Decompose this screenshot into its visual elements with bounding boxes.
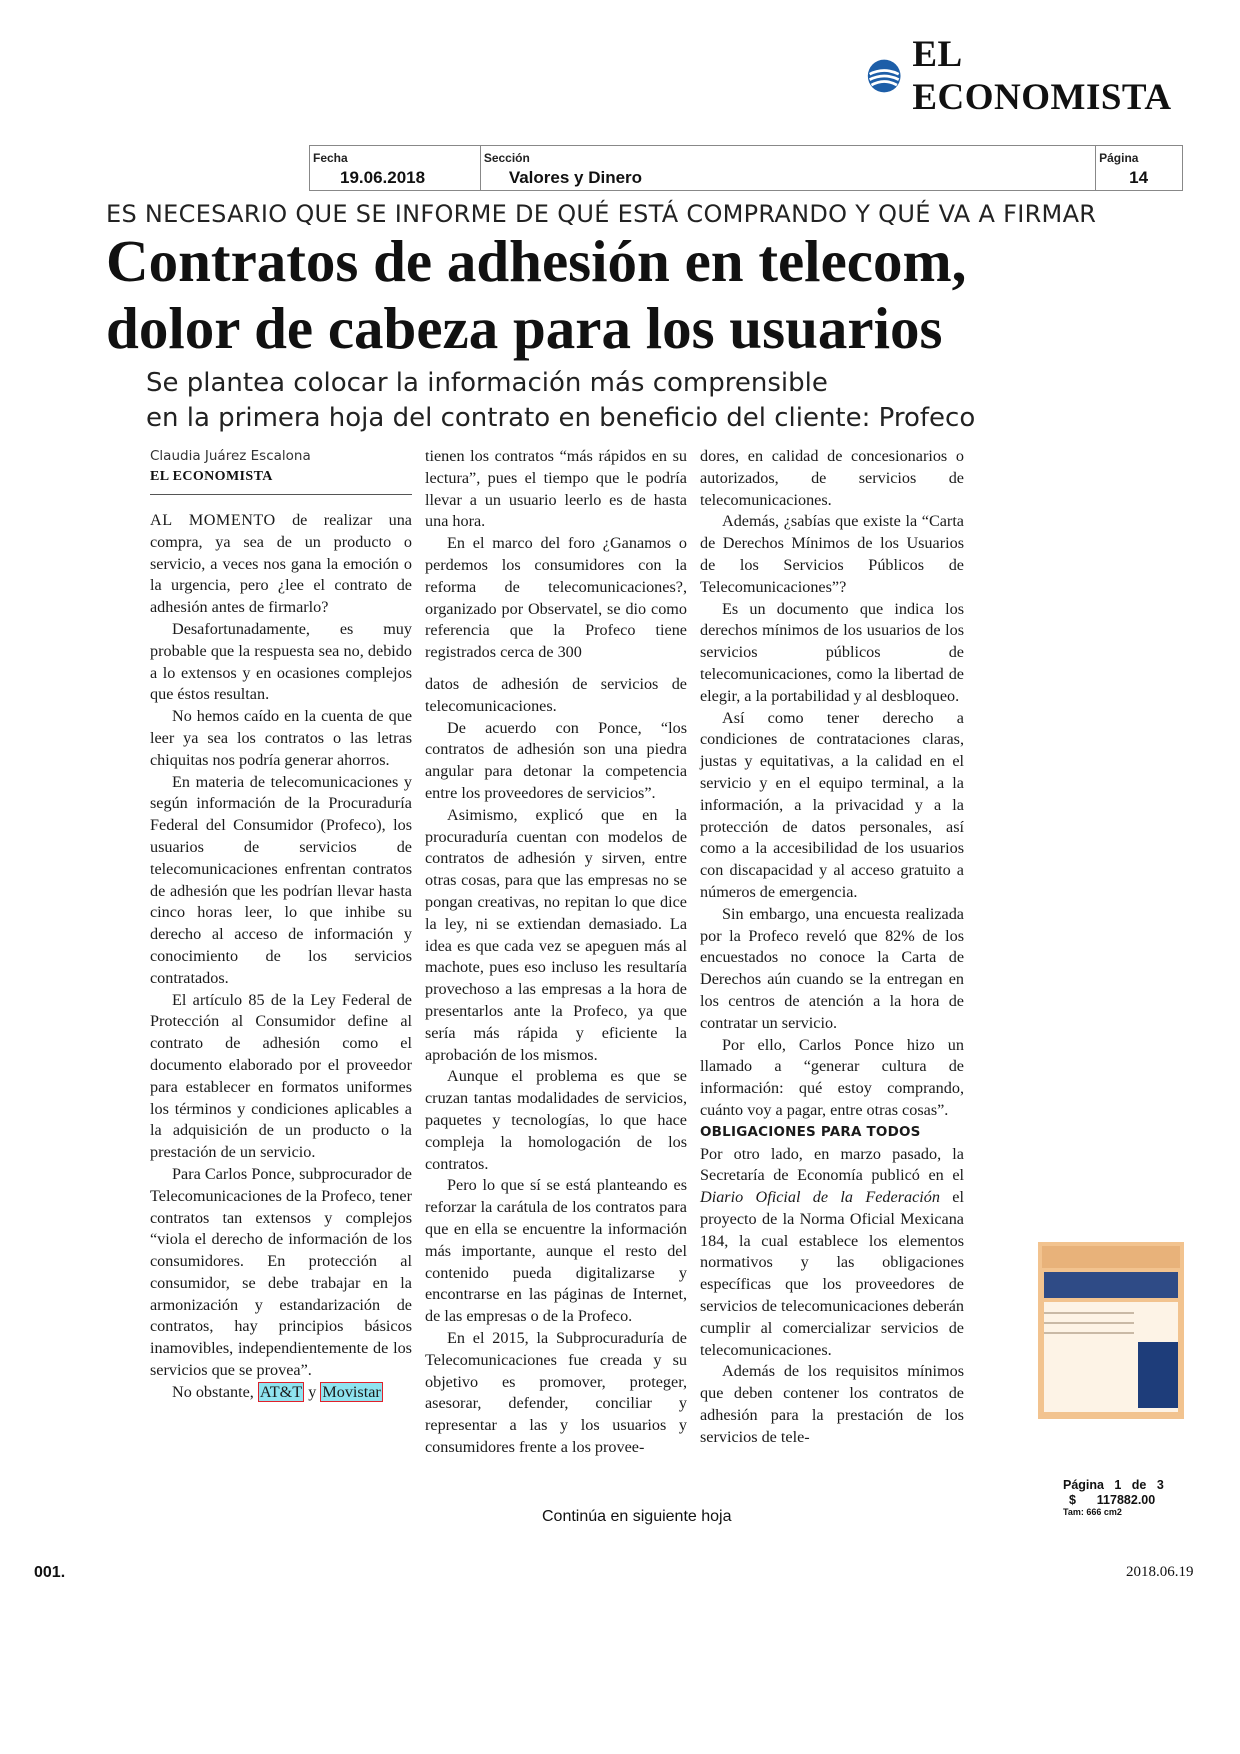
paragraph <box>150 1382 412 1404</box>
page-count-of: de <box>1131 1478 1147 1492</box>
author-name: Claudia Juárez Escalona <box>150 448 311 464</box>
seccion-cell <box>481 146 1096 190</box>
byline <box>150 448 412 485</box>
paragraph-text: Por otro lado, en marzo pasado, la Secretaría de Economía publicó en el <box>700 1144 964 1185</box>
fecha-cell <box>310 146 481 190</box>
paragraph <box>700 1144 964 1362</box>
paragraph-text: de realizar una compra, ya sea de un producto o servicio, a veces nos gana la emoción o la urgencia, pero ¿lee el contrato de adhesión antes de firmarlo? <box>150 511 412 617</box>
highlight-movistar[interactable]: Movistar <box>322 1382 381 1401</box>
article-column-3 <box>700 446 964 1449</box>
logo-name: EL ECONOMISTA <box>912 34 1172 118</box>
paragraph: Además de los requisitos mínimos que deben contener los contratos de adhesión para la prestación de los servicios de tele- <box>700 1362 964 1446</box>
page-count-label: Página <box>1063 1478 1104 1492</box>
seccion-value: Valores y Dinero <box>508 168 643 187</box>
page-thumbnail[interactable] <box>1038 1242 1184 1419</box>
thumbnail-line <box>1044 1312 1134 1314</box>
article-subhead <box>146 366 1046 436</box>
paragraph: Además, ¿sabías que existe la “Carta de Derechos Mínimos de los Usuarios de los Servicios Públicos de Telecomunicaciones”? <box>700 512 964 596</box>
thumbnail-headline-band <box>1044 1272 1178 1298</box>
paragraph: Es un documento que indica los derechos mínimos de los usuarios de los servicios públicos de telecomunicaciones, como la libertad de elegir, a la portabilidad y al desbloqueo. <box>700 599 964 705</box>
paragraph-text: el proyecto de la Norma Oficial Mexicana 184, la cual establece los elementos normativos y las obligaciones específicas que los proveedores de servicios de telecomunicaciones deberán cumplir al comercializar servicios de telecomunicaciones. <box>700 1188 964 1359</box>
pagina-value: 14 <box>1129 168 1149 187</box>
paragraph: No hemos caído en la cuenta de que leer ya sea los contratos o las letras chiquitas nos podría generar ahorros. <box>150 707 412 769</box>
section-subtitle: OBLIGACIONES PARA TODOS <box>700 1123 921 1140</box>
article-column-2-bottom <box>425 674 687 1459</box>
thumbnail-infographic <box>1138 1342 1178 1408</box>
footer-page-id: 001. <box>34 1564 66 1581</box>
page-count-total: 3 <box>1156 1478 1164 1492</box>
fecha-label: Fecha <box>313 151 348 165</box>
article-headline <box>106 228 1166 362</box>
article-kicker: ES NECESARIO QUE SE INFORME DE QUÉ ESTÁ COMPRANDO Y QUÉ VA A FIRMAR <box>106 200 1097 228</box>
paragraph: De acuerdo con Ponce, “los contratos de adhesión son una piedra angular para detonar la competencia entre los proveedores de servicios”. <box>425 718 687 802</box>
paragraph: En el marco del foro ¿Ganamos o perdemos los consumidores con la reforma de telecomunicaciones?, organizado por Observatel, se dio como referencia que la Profeco tiene registrados cerca de 300 <box>425 534 687 662</box>
paragraph-italic: Diario Oficial de la Federación <box>700 1188 940 1207</box>
clipping-value <box>1063 1493 1203 1507</box>
continues-note: Continúa en siguiente hoja <box>542 1508 732 1525</box>
seccion-label: Sección <box>483 151 530 165</box>
paragraph: dores, en calidad de concesionarios o autorizados, de servicios de telecomunicaciones. <box>700 447 964 509</box>
footer-date: 2018.06.19 <box>1126 1564 1194 1580</box>
byline-divider <box>150 494 412 495</box>
paragraph-text: No obstante, <box>172 1382 258 1401</box>
paragraph: Aunque el problema es que se cruzan tantas modalidades de servicios, paquetes y tecnologías, lo que hace compleja la homologación de los contratos. <box>425 1067 687 1173</box>
clipping-size: Tam: 666 cm2 <box>1063 1507 1122 1517</box>
clipping-amount: 117882.00 <box>1096 1493 1156 1507</box>
article-column-2-top <box>425 446 687 664</box>
paragraph: Sin embargo, una encuesta realizada por la Profeco reveló que 82% de los encuestados no conoce la Carta de Derechos aún cuando se la entregan en los centros de atención a la hora de contratar un servicio. <box>700 904 964 1032</box>
currency-symbol: $ <box>1069 1493 1076 1507</box>
paragraph: Desafortunadamente, es muy probable que la respuesta sea no, debido a lo extensos y en ocasiones complejos que éstos resultan. <box>150 619 412 704</box>
paragraph: El artículo 85 de la Ley Federal de Protección al Consumidor define al contrato de adhesión como el documento elaborado por el proveedor para establecer en formatos uniformes los términos y condiciones aplicables a la adquisición de un producto o la prestación de un servicio. <box>150 990 412 1162</box>
paragraph <box>150 510 412 619</box>
headline-line-1: Contratos de adhesión en telecom, <box>106 228 967 294</box>
paragraph: Para Carlos Ponce, subprocurador de Telecomunicaciones de la Profeco, tener contratos tan extensos y complejos “viola el derecho de información de los consumidores. En protección al consumidor, se debe trabajar en la armonización y estandarización de contratos, hay principios básicos inamovibles, independientemente de los servicios que se provea”. <box>150 1164 412 1380</box>
paragraph: En el 2015, la Subprocuraduría de Telecomunicaciones fue creada y su objetivo es promover, proteger, asesorar, defender, conciliar y representar a las y los usuarios y consumidores frente a los provee- <box>425 1328 687 1456</box>
paragraph: Asimismo, explicó que en la procuraduría cuentan con modelos de contratos de adhesión y sirven, entre otras cosas, para que las empresas no se pongan creativas, no repitan lo que dice la ley, ni se extiendan demasiado. La idea es que cada vez se apeguen más al machote, pues eso incluso les resultaría provechoso a las empresas a la hora de presentarlos ante la Profeco, ya que sería más rápida y eficiente la aprobación de los mismos. <box>425 805 687 1064</box>
article-column-1 <box>150 510 412 1404</box>
lead-caps: AL MOMENTO <box>150 511 276 529</box>
publication-logo <box>866 34 1216 118</box>
thumbnail-header <box>1042 1246 1180 1268</box>
subhead-line-2: en la primera hoja del contrato en beneficio del cliente: Profeco <box>146 403 976 433</box>
clipping-header-table <box>309 145 1183 191</box>
pagina-label: Página <box>1099 151 1139 165</box>
page-count <box>1063 1478 1203 1492</box>
byline-publication: EL ECONOMISTA <box>150 469 273 484</box>
wave-globe-icon <box>866 57 902 95</box>
paragraph: En materia de telecomunicaciones y según información de la Procuraduría Federal del Consumidor (Profeco), los usuarios de servicios de telecomunicaciones enfrentan contratos de adhesión que les podrían llevar hasta cinco horas leer, lo que inhibe su derecho al acceso de información y conocimiento de los servicios contratados. <box>150 772 412 987</box>
clipping-caption <box>1063 1478 1203 1517</box>
subhead-line-1: Se plantea colocar la información más comprensible <box>146 368 828 398</box>
paragraph: datos de adhesión de servicios de telecomunicaciones. <box>425 675 687 715</box>
fecha-value: 19.06.2018 <box>340 168 426 187</box>
thumbnail-line <box>1044 1322 1134 1324</box>
paragraph: Por ello, Carlos Ponce hizo un llamado a “generar cultura de información: qué estoy comprando, cuánto voy a pagar, entre otras cosas”. <box>700 1035 964 1119</box>
highlight-att[interactable]: AT&T <box>259 1382 303 1401</box>
paragraph: Así como tener derecho a condiciones de contrataciones claras, justas y equitativas, a la calidad en el servicio y en el equipo terminal, a la información, a la privacidad y a la protección de datos personales, así como a la accesibilidad de los usuarios con discapacidad y al acceso gratuito a números de emergencia. <box>700 708 964 901</box>
paragraph-text: y <box>304 1382 321 1401</box>
page-count-current: 1 <box>1114 1478 1122 1492</box>
headline-line-2: dolor de cabeza para los usuarios <box>106 295 943 361</box>
paragraph: Pero lo que sí se está planteando es reforzar la carátula de los contratos para que en ella se encuentre la información más importante, aunque el resto del contenido pueda digitalizarse y encontrarse en las páginas de Internet, de las empresas o de la Profeco. <box>425 1176 687 1326</box>
paragraph: tienen los contratos “más rápidos en su lectura”, pues el tiempo que le podría llevar a un usuario leerlo es de hasta una hora. <box>425 447 687 531</box>
pagina-cell <box>1096 146 1182 190</box>
thumbnail-line <box>1044 1332 1134 1334</box>
